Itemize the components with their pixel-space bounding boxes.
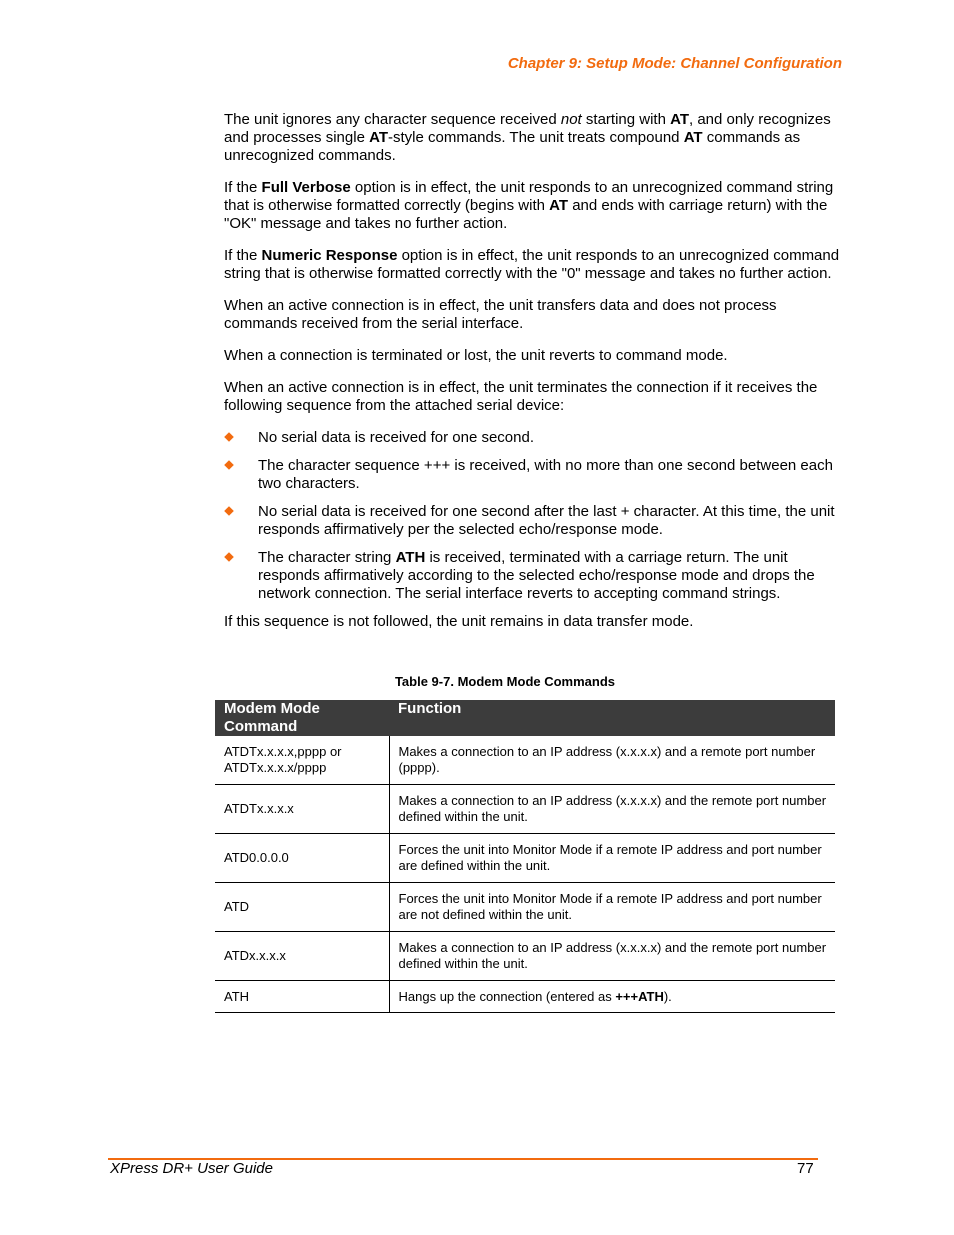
sequence-list [224, 429, 844, 603]
command-cell: ATD0.0.0.0 [215, 834, 389, 883]
text-run: If the [224, 179, 262, 196]
paragraph-numeric-response [224, 247, 844, 283]
orange-diamond-icon [224, 460, 234, 470]
command-text: ATDTx.x.x.x/pppp [224, 760, 327, 775]
function-cell: Forces the unit into Monitor Mode if a remote IP address and port number are not defined within the unit. [389, 883, 835, 932]
text-run: , and only recognizes and processes single [224, 111, 831, 146]
paragraph-sequence-not-followed: If this sequence is not followed, the unit remains in data transfer mode. [224, 613, 694, 630]
column-header-function: Function [389, 700, 835, 736]
text-run-bold: Full Verbose [261, 179, 351, 196]
text-run: commands as unrecognized commands. [224, 129, 801, 164]
paragraph-connection-terminated: When a connection is terminated or lost, the unit reverts to command mode. [224, 347, 728, 364]
function-text-bold: +++ATH [615, 988, 664, 1004]
paragraph-active-connection: When an active connection is in effect, the unit transfers data and does not process commands received from the serial interface. [224, 297, 777, 332]
table-header-row [215, 700, 835, 736]
text-run: and ends with carriage return) with the "OK" message and takes no further action. [224, 197, 828, 232]
list-item [224, 549, 844, 603]
list-item [224, 503, 844, 539]
text-run: option is in effect, the unit responds to an unrecognized command string that is otherwise formatted correctly (begins with [224, 179, 834, 214]
command-cell: ATH [215, 981, 389, 1013]
list-item [224, 457, 844, 493]
page-number: 77 [797, 1160, 814, 1177]
text-run: The unit ignores any character sequence received [224, 111, 561, 128]
list-item-text: is received, terminated with a carriage return. The unit responds affirmatively according to the selected echo/response mode and drops the network connection. The serial interface reverts to accepting command strings. [258, 549, 815, 602]
function-cell: Forces the unit into Monitor Mode if a remote IP address and port number are defined within the unit. [389, 834, 835, 883]
command-cell: ATD [215, 883, 389, 932]
list-item-text: No serial data is received for one second after the last + character. At this time, the unit responds affirmatively per the selected echo/response mode. [258, 503, 835, 538]
footer-guide-title: XPress DR+ User Guide [110, 1160, 273, 1177]
text-run-bold: Numeric Response [261, 247, 398, 264]
table-row [215, 883, 835, 932]
table-row [215, 736, 835, 785]
list-item [224, 429, 844, 447]
table-row [215, 785, 835, 834]
text-run: If the [224, 247, 262, 264]
command-cell [215, 736, 389, 785]
orange-diamond-icon [224, 432, 234, 442]
paragraph-full-verbose [224, 179, 844, 233]
paragraph-unrecognized-commands [224, 111, 844, 165]
text-run: starting with [581, 111, 671, 128]
command-cell: ATDx.x.x.x [215, 932, 389, 981]
table-row [215, 981, 835, 1013]
list-item-text: The character sequence +++ is received, with no more than one second between each two characters. [258, 457, 833, 492]
column-header-command: Modem Mode Command [215, 700, 389, 736]
text-run-bold: AT [369, 129, 388, 146]
function-text: ). [663, 988, 672, 1004]
list-item-text: No serial data is received for one second. [258, 429, 534, 446]
table-row [215, 932, 835, 981]
function-cell [389, 981, 835, 1013]
text-run: option is in effect, the unit responds to an unrecognized command string that is otherwise formatted correctly with the "0" message and takes no further action. [224, 247, 840, 282]
table-caption: Table 9-7. Modem Mode Commands [394, 674, 616, 689]
function-cell: Makes a connection to an IP address (x.x.x.x) and the remote port number defined within the unit. [389, 932, 835, 981]
command-text: ATDTx.x.x.x,pppp or [224, 744, 342, 759]
text-run-italic: not [560, 111, 582, 128]
function-cell: Makes a connection to an IP address (x.x.x.x) and a remote port number (pppp). [389, 736, 835, 785]
text-run-bold: AT [670, 111, 689, 128]
text-run-bold: AT [549, 197, 569, 214]
list-item-text-bold: ATH [395, 549, 426, 566]
list-item-text: The character string [258, 549, 396, 566]
modem-commands-table [215, 700, 835, 1013]
orange-diamond-icon [224, 552, 234, 562]
paragraph-terminate-sequence: When an active connection is in effect, the unit terminates the connection if it receives the following sequence from the attached serial device: [224, 379, 818, 414]
command-cell: ATDTx.x.x.x [215, 785, 389, 834]
body-text [224, 111, 844, 645]
chapter-header: Chapter 9: Setup Mode: Channel Configuration [507, 55, 842, 72]
orange-diamond-icon [224, 506, 234, 516]
text-run: -style commands. The unit treats compound [387, 129, 684, 146]
text-run-bold: AT [683, 129, 703, 146]
table-row [215, 834, 835, 883]
function-text: Hangs up the connection (entered as [398, 988, 616, 1004]
function-cell: Makes a connection to an IP address (x.x.x.x) and the remote port number defined within the unit. [389, 785, 835, 834]
